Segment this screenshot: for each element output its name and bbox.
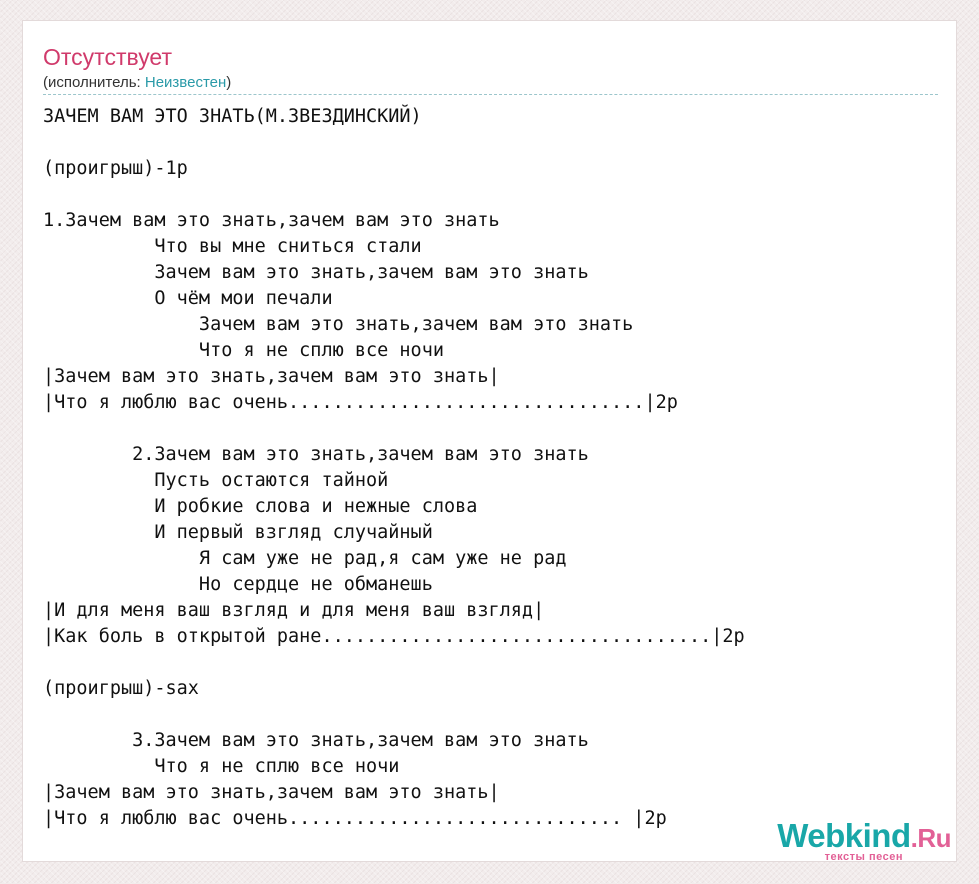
lyrics-line: (проигрыш)-sax (43, 678, 199, 699)
logo-brand: Webkind (777, 817, 911, 854)
lyrics-line: |Зачем вам это знать,зачем вам это знать| (43, 782, 500, 803)
lyrics-line: Я сам уже не рад,я сам уже не рад (43, 548, 567, 569)
artist-suffix: ) (226, 74, 232, 91)
lyrics-line: И робкие слова и нежные слова (43, 496, 478, 517)
lyrics-line: Зачем вам это знать,зачем вам это знать (43, 262, 589, 283)
lyrics-line: Что я не сплю все ночи (43, 340, 444, 361)
lyrics-line: 2.Зачем вам это знать,зачем вам это знать (43, 444, 589, 465)
lyrics-text (43, 104, 745, 832)
artist-line (43, 74, 231, 92)
lyrics-line: (проигрыш)-1р (43, 158, 188, 179)
lyrics-card (22, 20, 957, 862)
logo-tld: .Ru (910, 823, 951, 853)
song-title: Отсутствует (43, 44, 172, 70)
lyrics-line: ЗАЧЕМ ВАМ ЭТО ЗНАТЬ(М.ЗВЕЗДИНСКИЙ) (43, 106, 422, 127)
lyrics-line: |Зачем вам это знать,зачем вам это знать| (43, 366, 500, 387)
artist-link[interactable]: Неизвестен (144, 74, 227, 91)
lyrics-line: |Что я люблю вас очень................................|2р (43, 392, 678, 413)
lyrics-line: Что вы мне сниться стали (43, 236, 422, 257)
logo-tagline: тексты песен (824, 851, 903, 863)
lyrics-line: Что я не сплю все ночи (43, 756, 400, 777)
lyrics-line: И первый взгляд случайный (43, 522, 433, 543)
artist-prefix: (исполнитель: (43, 74, 145, 91)
lyrics-line: Пусть остаются тайной (43, 470, 389, 491)
lyrics-line: О чём мои печали (43, 288, 333, 309)
lyrics-line: |И для меня ваш взгляд и для меня ваш взгляд| (43, 600, 545, 621)
lyrics-line: |Как боль в открытой ране...................................|2р (43, 626, 745, 647)
webkind-logo[interactable] (731, 817, 951, 863)
lyrics-line: Но сердце не обманешь (43, 574, 433, 595)
lyrics-line: |Что я люблю вас очень.............................. |2р (43, 808, 667, 829)
lyrics-line: 1.Зачем вам это знать,зачем вам это знать (43, 210, 500, 231)
divider (43, 94, 938, 95)
lyrics-line: Зачем вам это знать,зачем вам это знать (43, 314, 634, 335)
logo-wordmark (777, 817, 951, 854)
lyrics-line: 3.Зачем вам это знать,зачем вам это знать (43, 730, 589, 751)
